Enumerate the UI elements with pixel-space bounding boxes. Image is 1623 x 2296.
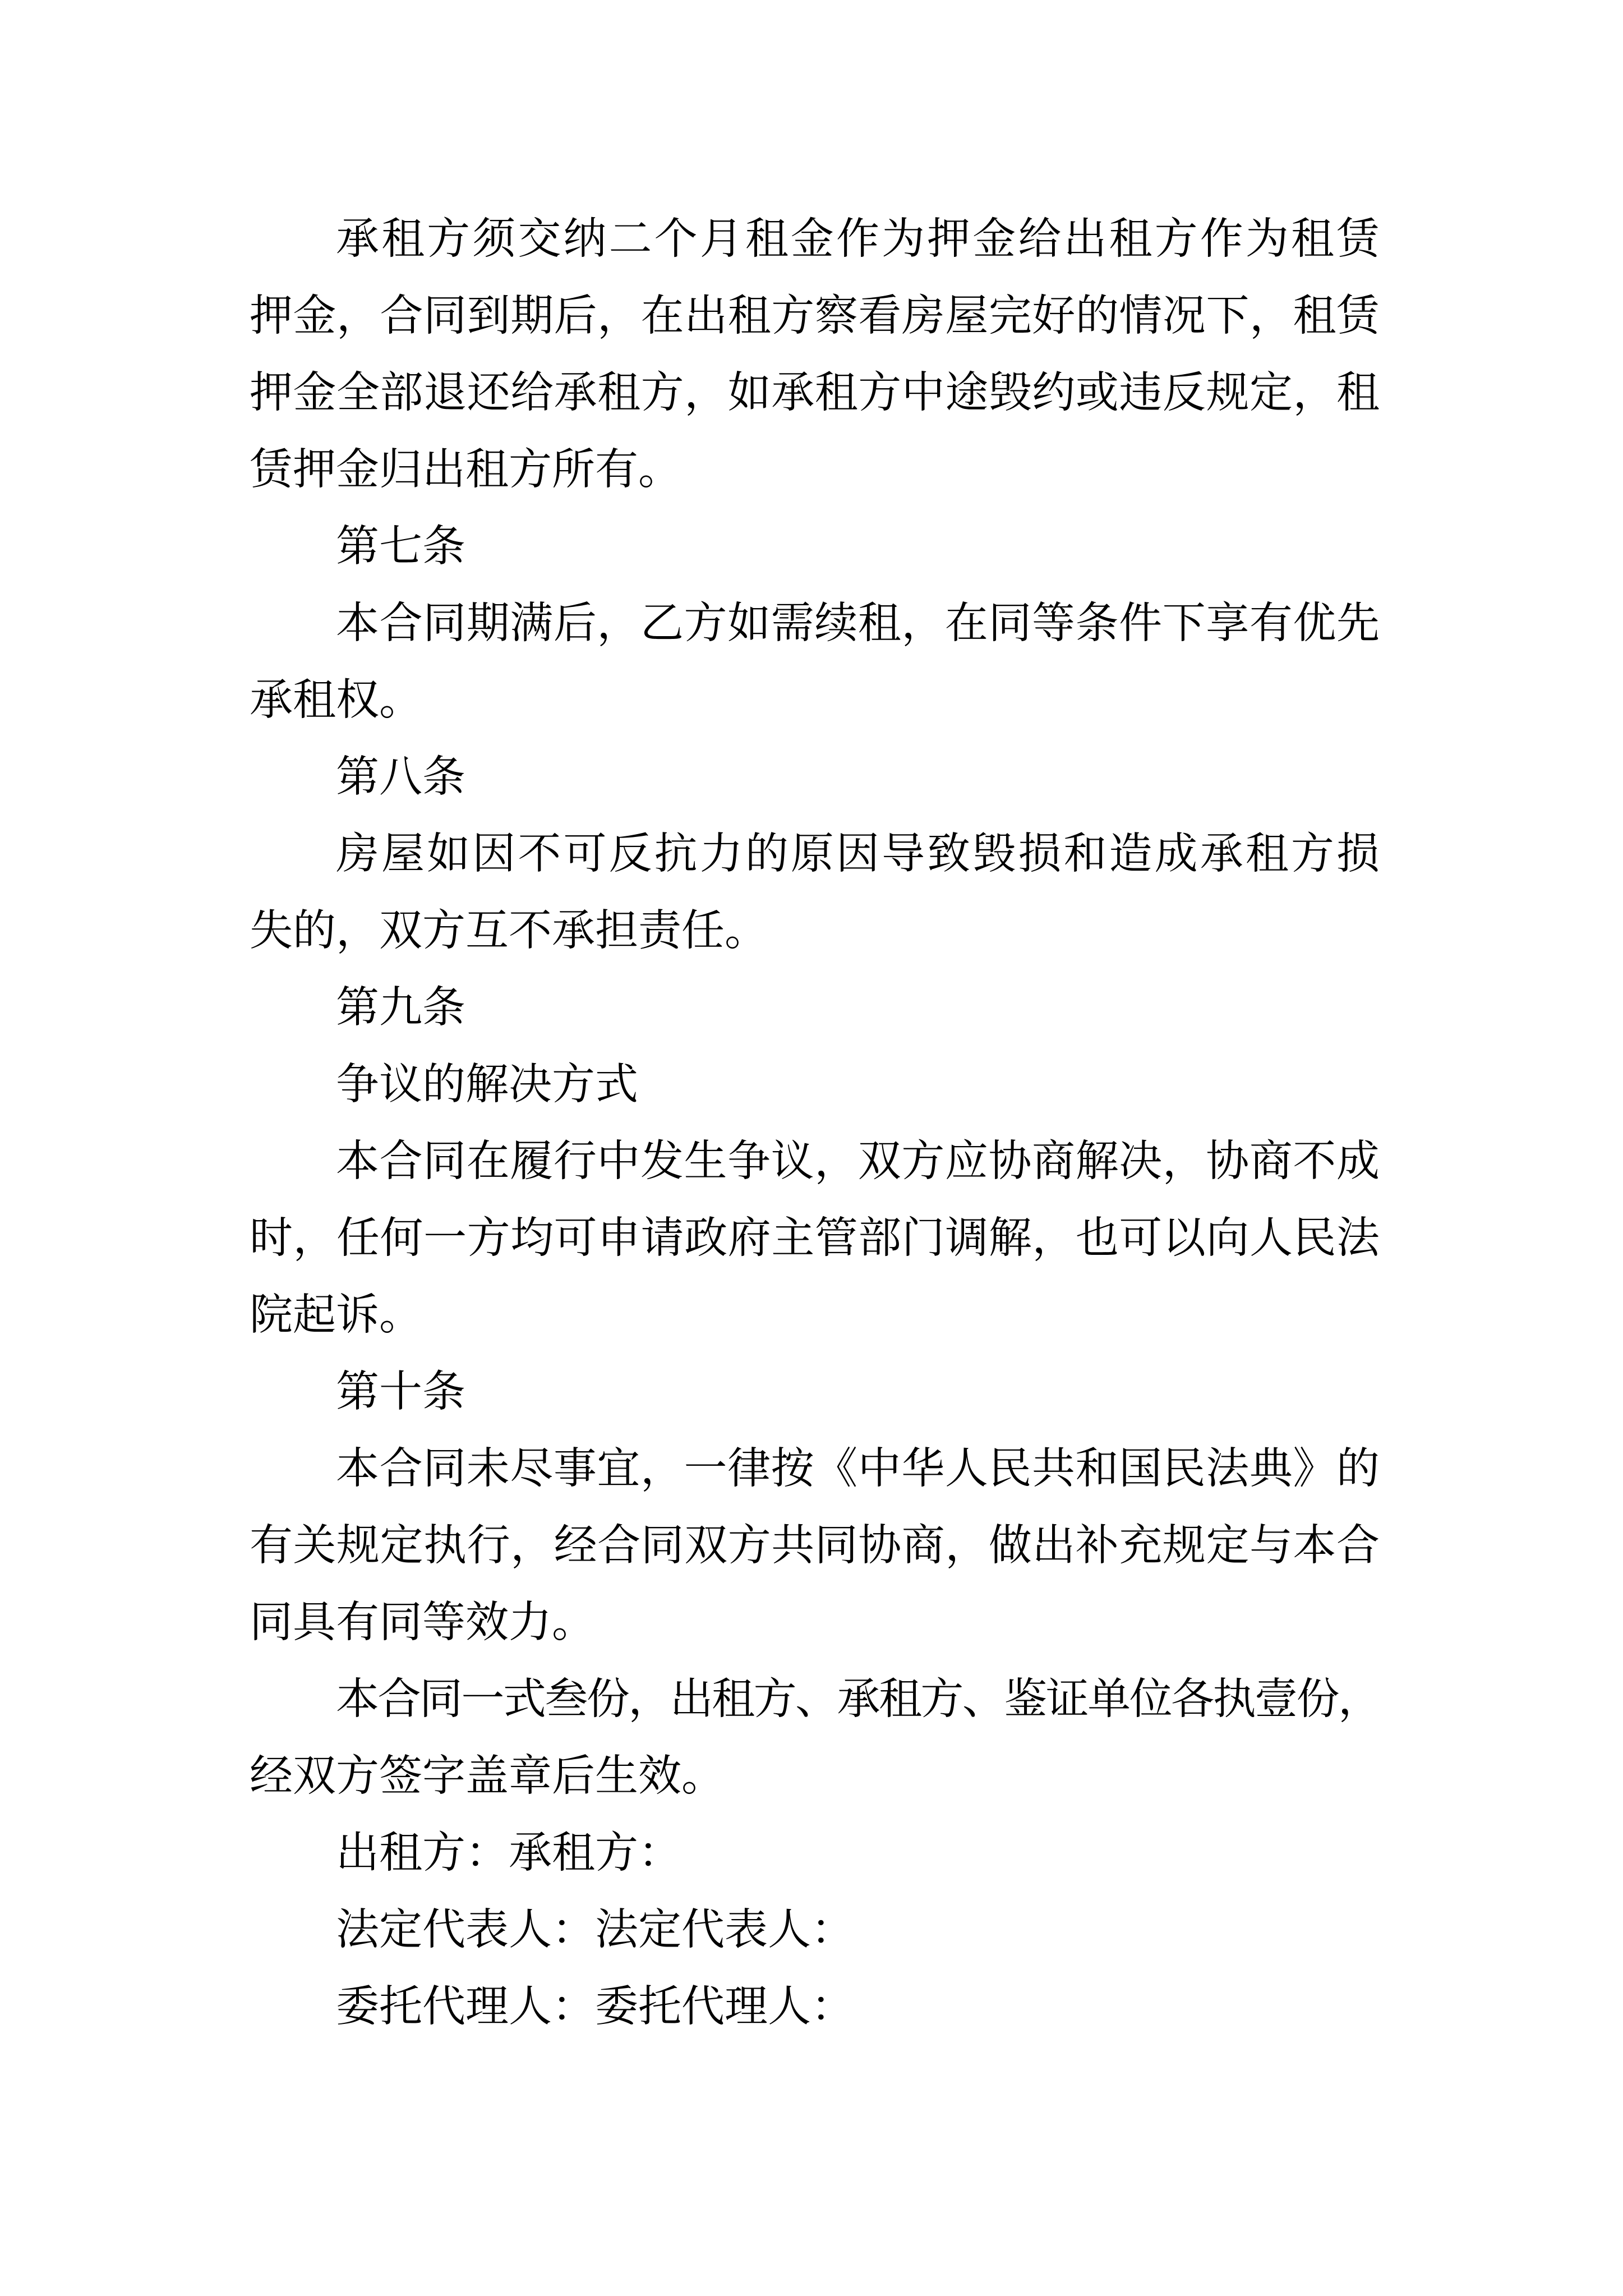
text-line: 本合同期满后，乙方如需续租，在同等条件下享有优先 bbox=[336, 599, 1380, 647]
text-line: 本合同一式叁份，出租方、承租方、鉴证单位各执壹份， bbox=[336, 1675, 1380, 1723]
clause-heading-line: 第七条 bbox=[336, 522, 465, 570]
signature-line-entrusted-agents: 委托代理人：委托代理人： bbox=[336, 1982, 854, 2031]
text-line: 院起诉。 bbox=[250, 1291, 422, 1339]
text-line: 赁押金归出租方所有。 bbox=[250, 445, 681, 494]
text-line: 争议的解决方式 bbox=[336, 1060, 638, 1108]
signature-line-legal-representatives: 法定代表人：法定代表人： bbox=[336, 1906, 854, 1954]
clause-heading-line: 第十条 bbox=[336, 1368, 465, 1416]
text-line: 押金，合同到期后，在出租方察看房屋完好的情况下，租赁 bbox=[250, 292, 1380, 340]
text-line: 押金全部退还给承租方，如承租方中途毁约或违反规定，租 bbox=[250, 369, 1380, 417]
text-line: 本合同在履行中发生争议，双方应协商解决，协商不成 bbox=[336, 1137, 1380, 1185]
text-line: 本合同未尽事宜，一律按《中华人民共和国民法典》的 bbox=[336, 1444, 1380, 1493]
signature-line-parties: 出租方：承租方： bbox=[336, 1829, 681, 1877]
text-line: 承租权。 bbox=[250, 676, 422, 724]
clause-heading-line: 第八条 bbox=[336, 753, 465, 801]
contract-text-block bbox=[250, 201, 1380, 2045]
clause-heading-line: 第九条 bbox=[336, 983, 465, 1032]
text-line: 时，任何一方均可申请政府主管部门调解，也可以向人民法 bbox=[250, 1214, 1380, 1262]
text-line: 承租方须交纳二个月租金作为押金给出租方作为租赁 bbox=[336, 215, 1380, 263]
text-line: 经双方签字盖章后生效。 bbox=[250, 1752, 725, 1800]
text-line: 同具有同等效力。 bbox=[250, 1598, 595, 1646]
text-line: 有关规定执行，经合同双方共同协商，做出补充规定与本合 bbox=[250, 1521, 1380, 1570]
text-line: 失的，双方互不承担责任。 bbox=[250, 907, 768, 955]
text-line: 房屋如因不可反抗力的原因导致毁损和造成承租方损 bbox=[336, 830, 1380, 878]
